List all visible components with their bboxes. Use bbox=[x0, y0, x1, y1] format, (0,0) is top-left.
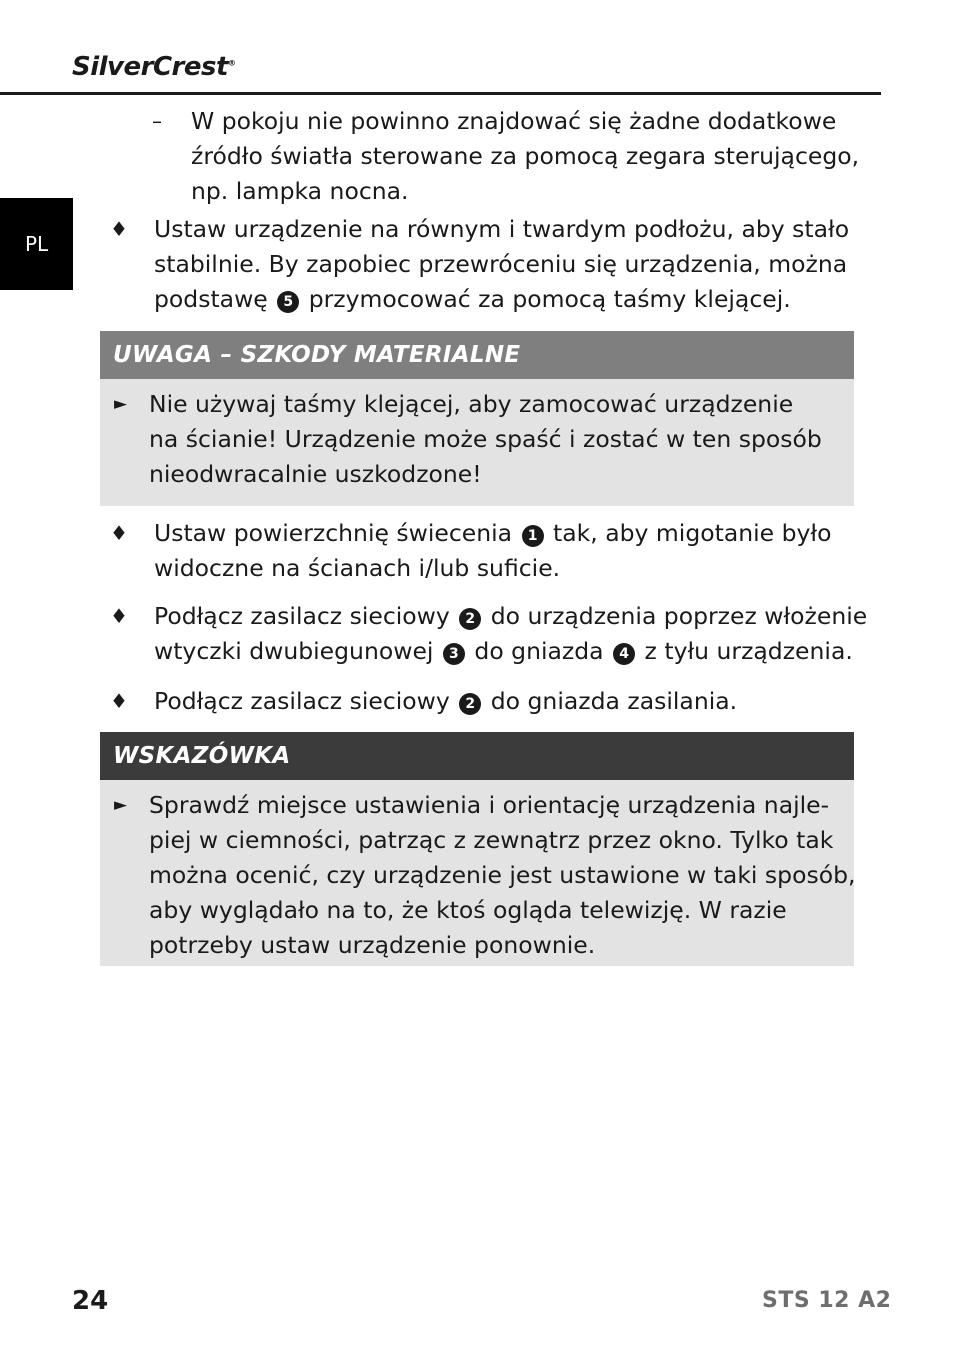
language-code: PL bbox=[25, 232, 49, 256]
text-span: z tyłu urządzenia. bbox=[644, 637, 853, 665]
hint-header bbox=[100, 732, 854, 780]
model-number: STS 12 A2 bbox=[762, 1288, 892, 1313]
arrow-marker: ► bbox=[114, 394, 128, 414]
part-number-badge: 2 bbox=[459, 693, 481, 715]
warning-header bbox=[100, 331, 854, 379]
bullet-diamond: ♦ bbox=[110, 604, 128, 628]
text-line: potrzeby ustaw urządzenie ponownie. bbox=[149, 931, 596, 959]
arrow-marker: ► bbox=[114, 795, 128, 815]
brand-name: SilverCrest bbox=[72, 52, 228, 82]
hint-text bbox=[149, 788, 855, 963]
text-line: Sprawdź miejsce ustawienia i orientację urządzenia najle- bbox=[149, 791, 830, 819]
text-span: Podłącz zasilacz sieciowy bbox=[154, 602, 450, 630]
part-number-badge: 5 bbox=[277, 291, 299, 313]
text-line bbox=[154, 634, 867, 669]
header-rule bbox=[0, 92, 881, 95]
text-span: przymocować za pomocą taśmy klejącej. bbox=[308, 285, 791, 313]
part-number-badge: 1 bbox=[522, 525, 544, 547]
text-span: do urządzenia poprzez włożenie bbox=[490, 602, 868, 630]
text-line bbox=[154, 282, 849, 317]
text-span: do gniazda zasilania. bbox=[490, 687, 738, 715]
dash-item-text bbox=[191, 104, 859, 209]
language-tab bbox=[0, 198, 73, 290]
text-line: widoczne na ścianach i/lub suficie. bbox=[154, 554, 561, 582]
page-number: 24 bbox=[72, 1286, 109, 1316]
text-line: źródło światła sterowane za pomocą zegara sterującego, bbox=[191, 142, 860, 170]
text-line: np. lampka nocna. bbox=[191, 177, 409, 205]
part-number-badge: 2 bbox=[459, 608, 481, 630]
text-line: nieodwracalnie uszkodzone! bbox=[149, 460, 482, 488]
text-line bbox=[154, 516, 831, 551]
bullet-diamond: ♦ bbox=[110, 689, 128, 713]
bullet-item-text bbox=[154, 684, 737, 719]
text-line: W pokoju nie powinno znajdować się żadne dodatkowe bbox=[191, 107, 837, 135]
text-line bbox=[154, 684, 737, 719]
text-line: Ustaw urządzenie na równym i twardym podłożu, aby stało bbox=[154, 215, 850, 243]
brand-logo bbox=[72, 52, 235, 82]
hint-title: WSKAZÓWKA bbox=[113, 743, 291, 769]
bullet-diamond: ♦ bbox=[110, 217, 128, 241]
text-span: tak, aby migotanie było bbox=[553, 519, 832, 547]
text-span: do gniazda bbox=[474, 637, 604, 665]
dash-marker: – bbox=[152, 109, 162, 133]
text-line: aby wyglądało na to, że ktoś ogląda telewizję. W razie bbox=[149, 896, 787, 924]
text-span: Ustaw powierzchnię świecenia bbox=[154, 519, 513, 547]
warning-text bbox=[149, 387, 822, 492]
part-number-badge: 4 bbox=[613, 643, 635, 665]
text-line: można ocenić, czy urządzenie jest ustawione w taki sposób, bbox=[149, 861, 856, 889]
text-span: podstawę bbox=[154, 285, 268, 313]
part-number-badge: 3 bbox=[443, 643, 465, 665]
text-span: wtyczki dwubiegunowej bbox=[154, 637, 434, 665]
text-line: stabilnie. By zapobiec przewróceniu się urządzenia, można bbox=[154, 250, 848, 278]
bullet-diamond: ♦ bbox=[110, 521, 128, 545]
text-line: na ścianie! Urządzenie może spaść i zostać w ten sposób bbox=[149, 425, 822, 453]
bullet-item-text bbox=[154, 599, 867, 669]
warning-title: UWAGA – SZKODY MATERIALNE bbox=[113, 342, 521, 368]
text-line: Nie używaj taśmy klejącej, aby zamocować urządzenie bbox=[149, 390, 794, 418]
text-line: piej w ciemności, patrząc z zewnątrz przez okno. Tylko tak bbox=[149, 826, 834, 854]
text-span: Podłącz zasilacz sieciowy bbox=[154, 687, 450, 715]
bullet-item-text bbox=[154, 516, 831, 586]
registered-mark: ® bbox=[227, 58, 236, 68]
bullet-item-text bbox=[154, 212, 849, 317]
text-line bbox=[154, 599, 867, 634]
